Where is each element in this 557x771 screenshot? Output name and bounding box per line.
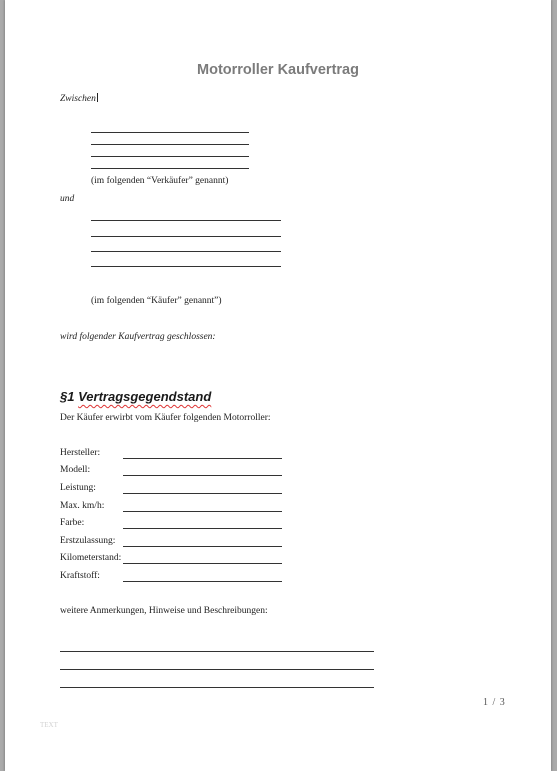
field-label-registration: Erstzulassung: xyxy=(60,536,116,546)
buyer-line xyxy=(91,220,281,221)
field-label-power: Leistung: xyxy=(60,483,96,493)
and-label: und xyxy=(60,194,75,204)
field-line xyxy=(123,511,282,512)
document-title: Motorroller Kaufvertrag xyxy=(197,62,359,78)
footer-mark: TEXT xyxy=(40,721,58,729)
field-label-mileage: Kilometerstand: xyxy=(60,553,122,563)
section-heading xyxy=(60,389,211,404)
section-intro: Der Käufer erwirbt vom Käufer folgenden Motorroller: xyxy=(60,413,271,423)
between-text: Zwischen xyxy=(60,94,96,104)
field-line xyxy=(123,458,282,459)
field-line xyxy=(123,563,282,564)
document-page xyxy=(5,0,551,771)
field-label-model: Modell: xyxy=(60,465,91,475)
field-line xyxy=(123,546,282,547)
field-label-max-speed: Max. km/h: xyxy=(60,501,105,511)
between-label xyxy=(60,93,98,104)
field-label-manufacturer: Hersteller: xyxy=(60,448,101,458)
section-title: Vertragsgegendstand xyxy=(78,389,212,404)
buyer-line xyxy=(91,236,281,237)
buyer-note: (im folgenden “Käufer” genannt”) xyxy=(91,296,222,306)
buyer-line xyxy=(91,266,281,267)
contract-statement: wird folgender Kaufvertrag geschlossen: xyxy=(60,332,216,342)
field-line xyxy=(123,493,282,494)
remarks-label: weitere Anmerkungen, Hinweise und Beschreibungen: xyxy=(60,606,268,616)
field-label-color: Farbe: xyxy=(60,518,85,528)
seller-line xyxy=(91,144,249,145)
field-label-fuel: Kraftstoff: xyxy=(60,571,100,581)
seller-line xyxy=(91,156,249,157)
text-cursor xyxy=(97,93,99,102)
buyer-line xyxy=(91,251,281,252)
remarks-line xyxy=(60,669,374,670)
section-number: §1 xyxy=(60,389,75,404)
field-line xyxy=(123,475,282,476)
seller-note: (im folgenden “Verkäufer” genannt) xyxy=(91,176,229,186)
seller-line xyxy=(91,132,249,133)
remarks-line xyxy=(60,687,374,688)
remarks-line xyxy=(60,651,374,652)
page-number: 1 / 3 xyxy=(483,697,506,708)
seller-line xyxy=(91,168,249,169)
field-line xyxy=(123,528,282,529)
field-line xyxy=(123,581,282,582)
